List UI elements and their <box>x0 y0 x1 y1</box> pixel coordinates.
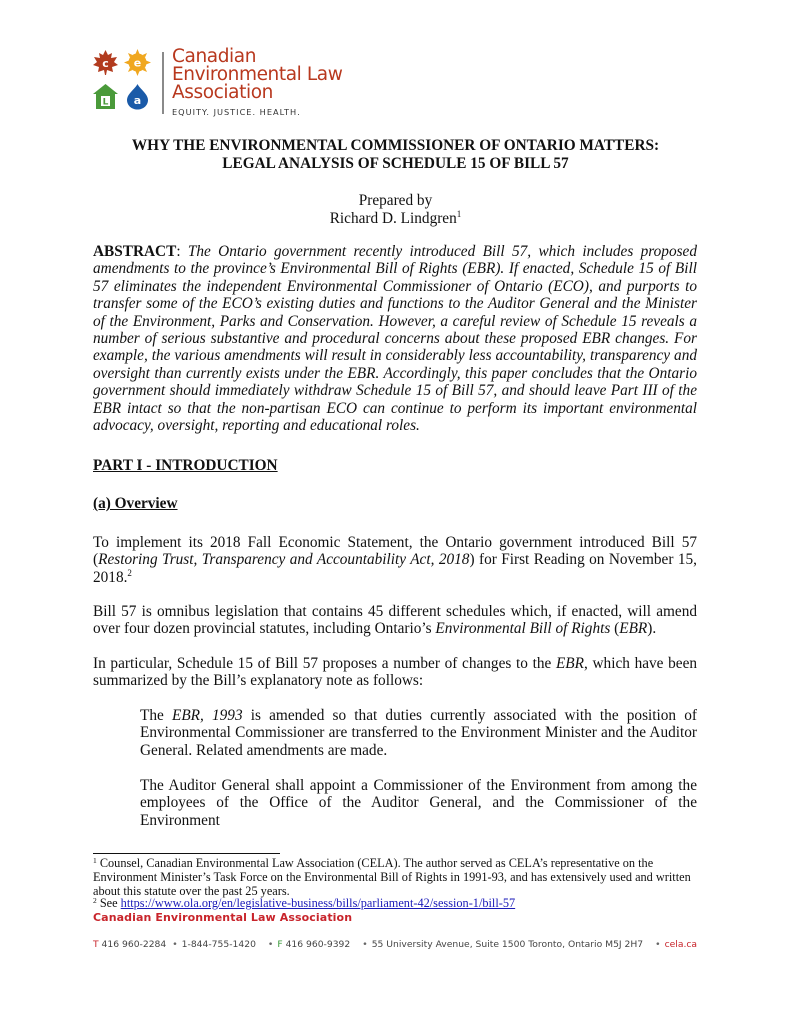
act-title: Restoring Trust, Transparency and Accountability Act, 2018 <box>98 551 470 569</box>
logo-divider <box>162 52 164 114</box>
body-paragraph <box>93 603 697 638</box>
footer-org-name: Canadian Environmental Law Association <box>93 911 353 924</box>
fax-number: 416 960-9392 <box>285 939 351 950</box>
footnote-number: 1 <box>93 856 97 865</box>
footnote-ref[interactable]: 2 <box>127 567 132 578</box>
logo-name-line: Canadian <box>172 46 257 67</box>
footnote-divider <box>93 853 280 854</box>
logo-wordmark <box>172 48 342 117</box>
document-title-line-2: LEGAL ANALYSIS OF SCHEDULE 15 OF BILL 57 <box>222 155 569 172</box>
abstract-separator: : <box>176 243 188 260</box>
abstract-label: ABSTRACT <box>93 243 177 260</box>
author-name <box>80 210 711 229</box>
bullet-separator: • <box>172 939 178 950</box>
website-link[interactable]: cela.ca <box>664 939 698 950</box>
statute-abbrev: EBR <box>555 655 584 672</box>
body-paragraph <box>93 534 697 588</box>
bullet-separator: • <box>655 939 661 950</box>
bullet-separator: • <box>267 939 274 950</box>
prepared-by-label: Prepared by <box>358 192 433 209</box>
text-run: Bill 57 is omnibus legislation that contains 45 different schedules which, if enacted, will amend over four dozen provincial statutes, including Ontario’s <box>93 603 697 638</box>
fax-label: F <box>277 939 283 950</box>
footer-contact-line <box>93 939 697 950</box>
text-run: ( <box>610 620 620 638</box>
statute-title: EBR, 1993 <box>171 707 243 724</box>
footnote-link[interactable]: https://www.ola.org/en/legislative-business/bills/parliament-42/session-1/bill-57 <box>120 896 516 910</box>
footnote <box>93 897 697 911</box>
text-run: ). <box>647 620 657 638</box>
house-icon <box>92 83 119 110</box>
maple-leaf-icon <box>92 49 119 76</box>
block-quote <box>140 707 697 759</box>
footnote-ref[interactable]: 1 <box>456 209 462 219</box>
text-run: In particular, Schedule 15 of Bill 57 proposes a number of changes to the <box>93 655 556 672</box>
text-run: , which have been summarized by the Bill’s explanatory note as follows: <box>93 655 698 690</box>
cela-logo <box>92 46 352 118</box>
sun-icon <box>124 49 151 76</box>
phone-number: 416 960-2284 <box>101 939 167 950</box>
svg-text:c: c <box>102 57 109 70</box>
text-run: ) for First Reading on November 15, 2018. <box>93 551 697 586</box>
footnote-prefix: See <box>99 896 121 910</box>
statute-abbrev: EBR <box>619 620 648 638</box>
water-drop-icon <box>124 83 151 110</box>
logo-name-line: Association <box>172 82 273 103</box>
logo-tagline: EQUITY. JUSTICE. HEALTH. <box>172 107 301 117</box>
author-name-text: Richard D. Lindgren <box>329 210 457 227</box>
text-run: is amended so that duties currently associated with the position of Environmental Commissioner are transferred to the Environment Minister and the Auditor General. Related amendments are made. <box>140 707 697 759</box>
block-quote: The Auditor General shall appoint a Commissioner of the Environment from among the employees of the Office of the Auditor General, and the Commissioner of the Environment <box>140 777 697 829</box>
svg-text:a: a <box>133 94 142 107</box>
svg-text:e: e <box>133 56 142 70</box>
footnote-number: 2 <box>93 896 97 905</box>
logo-name-line: Environmental Law <box>172 64 343 85</box>
abstract-text: The Ontario government recently introduced Bill 57, which includes proposed amendments to the province’s Environmental Bill of Rights (EBR). If enacted, Schedule 15 of Bill 57 eliminates the independent Environmental Commissioner of Ontario (ECO), and purports to transfer some of the ECO’s existing duties and functions to the Auditor General and the Minister of the Environment, Parks and Conservation. However, a careful review of Schedule 15 reveals a number of serious substantive and procedural concerns about these proposed EBR changes. For example, the various amendments will result in considerably less accountability, transparency and oversight than currently exists under the EBR. Accordingly, this paper concludes that the Ontario government should immediately withdraw Schedule 15 of Bill 57, and should leave Part III of the EBR intact so that the non-partisan ECO can continue to perform its important environmental advocacy, oversight, reporting and educational roles. <box>93 243 697 435</box>
subsection-heading-overview: (a) Overview <box>93 495 178 512</box>
logo-icon-grid <box>92 46 156 112</box>
statute-title: Environmental Bill of Rights <box>435 620 611 638</box>
document-title-line-1: WHY THE ENVIRONMENTAL COMMISSIONER OF ONTARIO MATTERS: <box>131 137 660 154</box>
svg-text:L: L <box>102 97 109 108</box>
abstract <box>93 243 697 434</box>
text-run: The <box>140 707 172 724</box>
section-heading-part-1: PART I - INTRODUCTION <box>93 457 278 474</box>
footnote <box>93 857 697 898</box>
body-paragraph <box>93 655 697 690</box>
text-run: To implement its 2018 Fall Economic Statement, the Ontario government introduced Bill 57 ( <box>93 534 697 569</box>
address: 55 University Avenue, Suite 1500 Toronto, Ontario M5J 2H7 <box>371 939 644 950</box>
tollfree-number: 1-844-755-1420 <box>181 939 256 950</box>
footnote-text: Counsel, Canadian Environmental Law Association (CELA). The author served as CELA’s representative on the Environment Minister’s Task Force on the Environmental Bill of Rights in 1991-93, and has extensively used and written about this statute over the past 25 years. <box>93 856 691 898</box>
bullet-separator: • <box>362 939 368 950</box>
phone-label: T <box>93 939 99 950</box>
